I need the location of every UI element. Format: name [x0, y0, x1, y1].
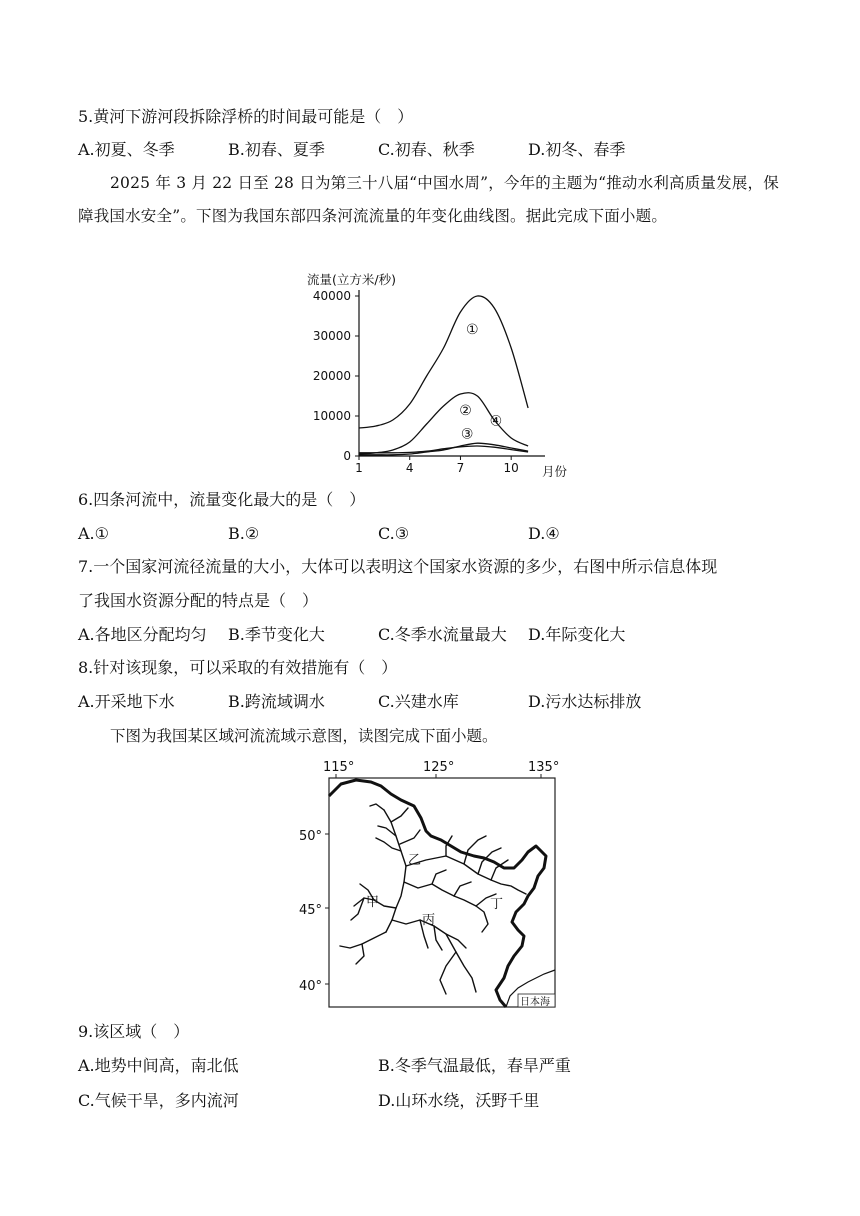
- river-central-trunk: [386, 866, 406, 932]
- river-basin-map: [296, 756, 562, 1012]
- lon-label-115: 115°: [323, 760, 355, 775]
- chart-series-line-1: [359, 296, 528, 428]
- q5-stem: 5.黄河下游河段拆除浮桥的时间最可能是（ ）: [78, 107, 414, 126]
- river-main-east: [406, 856, 526, 894]
- q6-option-d: D.④: [528, 524, 560, 543]
- chart-y-tick-label: 0: [343, 449, 351, 463]
- q6-option-b: B.②: [228, 524, 260, 543]
- chart-y-tick-label: 40000: [312, 289, 351, 303]
- q9-option-d: D.山环水绕，沃野千里: [378, 1091, 540, 1110]
- q8-stem: 8.针对该现象，可以采取的有效措施有（ ）: [78, 658, 398, 677]
- river-southwest: [340, 932, 386, 948]
- map-frame: [329, 778, 555, 1007]
- river-mid-3: [454, 882, 471, 896]
- lon-label-135: 135°: [528, 760, 560, 775]
- q6-stem: 6.四条河流中，流量变化最大的是（ ）: [78, 490, 366, 509]
- label-ding: 丁: [490, 897, 504, 912]
- q7-option-d: D.年际变化大: [528, 625, 626, 644]
- border-line: [329, 780, 546, 1007]
- river-north-branch-4: [370, 804, 384, 810]
- q9-option-a: A.地势中间高，南北低: [78, 1056, 239, 1075]
- lat-label-50: 50°: [299, 829, 323, 844]
- q7-option-b: B.季节变化大: [228, 625, 325, 644]
- q9-option-b: B.冬季气温最低，春旱严重: [378, 1056, 571, 1075]
- lon-label-125: 125°: [423, 760, 455, 775]
- q5-option-d: D.初冬、春季: [528, 140, 626, 159]
- sea-label: 日本海: [520, 997, 550, 1008]
- chart-series-label-2: ②: [459, 403, 472, 420]
- q7-stem-line1: 7.一个国家河流径流量的大小，大体可以表明这个国家水资源的多少，右图中所示信息体现: [78, 557, 718, 576]
- q8-option-b: B.跨流域调水: [228, 692, 325, 711]
- chart-series-label-3: ③: [460, 426, 474, 443]
- q8-option-d: D.污水达标排放: [528, 692, 642, 711]
- chart-x-tick-label: 10: [503, 461, 519, 475]
- q6-option-c: C.③: [378, 524, 410, 543]
- q5-option-c: C.初春、秋季: [378, 140, 475, 159]
- chart-ylabel: 流量(立方米/秒): [307, 272, 396, 287]
- river-mid-2: [432, 870, 446, 884]
- label-jia: 甲: [366, 895, 380, 910]
- q8-option-c: C.兴建水库: [378, 692, 459, 711]
- q8-option-a: A.开采地下水: [78, 692, 175, 711]
- chart-xlabel: 月份: [542, 464, 568, 479]
- river-south-lower: [440, 952, 456, 994]
- q5-option-a: A.初夏、冬季: [78, 140, 175, 159]
- chart-series-label-4: ④: [489, 413, 503, 430]
- chart-x-tick-label: 4: [405, 461, 414, 475]
- chart-y-tick-label: 10000: [312, 409, 351, 423]
- river-west-branch-3: [351, 898, 364, 920]
- q6-option-a: A.①: [78, 524, 109, 543]
- river-north-trunk: [384, 810, 406, 866]
- intro-paragraph-2: 下图为我国某区域河流流域示意图，读图完成下面小题。: [110, 727, 498, 745]
- chart-series-label-1: ①: [466, 322, 479, 338]
- river-east-sub-1: [464, 836, 486, 864]
- river-north-branch-5: [400, 830, 420, 844]
- q9-stem: 9.该区域（ ）: [78, 1022, 190, 1041]
- label-yi: 乙: [408, 853, 422, 868]
- lat-label-45: 45°: [299, 903, 323, 918]
- q7-option-c: C.冬季水流量最大: [378, 625, 507, 644]
- river-flow-chart: [295, 268, 570, 483]
- label-bing: 丙: [422, 913, 436, 928]
- q7-option-a: A.各地区分配均匀: [78, 625, 207, 644]
- chart-x-tick-label: 1: [355, 461, 363, 475]
- chart-y-tick-label: 20000: [312, 369, 351, 383]
- q9-option-c: C.气候干旱，多内流河: [78, 1091, 239, 1110]
- lat-label-40: 40°: [299, 979, 323, 994]
- river-southwest-2: [356, 944, 364, 964]
- river-north-branch-3: [391, 808, 408, 822]
- river-south-3: [434, 926, 442, 950]
- q7-stem-line2: 了我国水资源分配的特点是（ ）: [78, 591, 319, 610]
- chart-x-tick-label: 7: [456, 461, 465, 475]
- chart-y-tick-label: 30000: [312, 329, 351, 343]
- q5-option-b: B.初春、夏季: [228, 140, 325, 159]
- map-ticks: [325, 774, 541, 984]
- river-mid-1: [404, 882, 488, 932]
- intro-paragraph-1: 2025 年 3 月 22 日至 28 日为第三十八届“中国水周”，今年的主题为“推动水利高质量发展，保障我国水安全”。下图为我国东部四条河流流量的年变化曲线图。据此完成下面小题。: [78, 174, 779, 225]
